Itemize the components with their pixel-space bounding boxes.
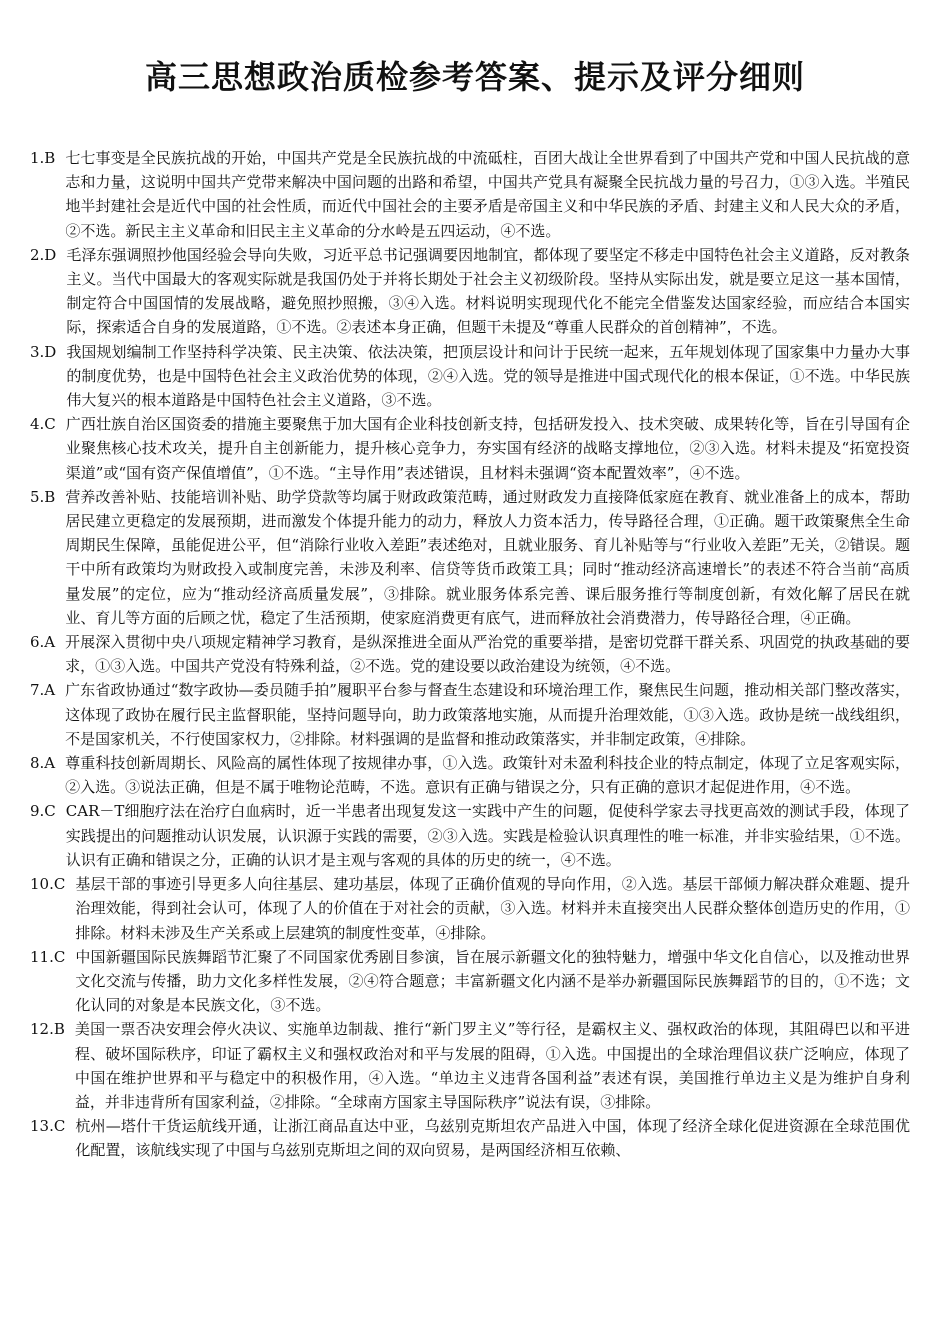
answer-item bbox=[30, 945, 910, 1018]
answer-item bbox=[30, 799, 910, 872]
answer-explanation: 尊重科技创新周期长、风险高的属性体现了按规律办事，①入选。政策针对未盈利科技企业的特点制定，体现了立足客观实际，②入选。③说法正确，但是不属于唯物论范畴，不选。意识有正确与错误之分，只有正确的意识才起促进作用，④不选。 bbox=[65, 754, 910, 797]
answer-number: 2.D bbox=[30, 245, 57, 264]
answer-explanation: 中国新疆国际民族舞蹈节汇聚了不同国家优秀剧目参演，旨在展示新疆文化的独特魅力，增强中华文化自信心，以及推动世界文化交流与传播，助力文化多样性发展，②④符合题意；丰富新疆文化内涵不是举办新疆国际民族舞蹈节的目的，①不选；文化认同的对象是本民族文化，③不选。 bbox=[75, 947, 910, 1015]
answer-number: 9.C bbox=[30, 802, 56, 821]
answer-item bbox=[30, 872, 910, 945]
answer-number: 13.C bbox=[30, 1117, 66, 1136]
answer-explanation: 毛泽东强调照抄他国经验会导向失败，习近平总书记强调要因地制宜，都体现了要坚定不移走中国特色社会主义道路，反对教条主义。当代中国最大的客观实际就是我国仍处于并将长期处于社会主义初级阶段。坚持从实际出发，就是要立足这一基本国情，制定符合中国国情的发展战略，避免照抄照搬，③④入选。材料说明实现现代化不能完全借鉴发达国家经验，而应结合本国实际，探索适合自身的发展道路，①不选。②表述本身正确，但题干未提及“尊重人民群众的首创精神”，不选。 bbox=[66, 245, 910, 337]
answer-explanation: 广西壮族自治区国资委的措施主要聚焦于加大国有企业科技创新支持，包括研发投入、技术突破、成果转化等，旨在引导国有企业聚焦核心技术攻关，提升自主创新能力，提升核心竞争力，夯实国有经济的战略支撑地位，②③入选。材料未提及“拓宽投资渠道”或“国有资产保值增值”，①不选。“主导作用”表述错误，且材料未强调“资本配置效率”，④不选。 bbox=[65, 415, 910, 482]
answer-explanation: 广东省政协通过“数字政协—委员随手拍”履职平台参与督查生态建设和环境治理工作，聚焦民生问题，推动相关部门整改落实，这体现了政协在履行民主监督职能，坚持问题导向，助力政策落地实施，从而提升治理效能，①③入选。政协是统一战线组织，不是国家机关，不行使国家权力，②排除。材料强调的是监督和推动政策落实，并非制定政策，④排除。 bbox=[65, 681, 910, 748]
answer-number: 11.C bbox=[30, 947, 66, 966]
answer-number: 1.B bbox=[30, 149, 56, 167]
answer-item bbox=[30, 678, 910, 751]
answer-number: 3.D bbox=[30, 342, 57, 361]
answer-item bbox=[30, 340, 910, 413]
answer-explanation: CAR－T细胞疗法在治疗白血病时，近一半患者出现复发这一实践中产生的问题，促使科学家去寻找更高效的测试手段，体现了实践提出的问题推动认识发展，认识源于实践的需要，②③入选。实践是检验认识真理性的唯一标准，并非实验结果，①不选。认识有正确和错误之分，正确的认识才是主观与客观的具体的历史的统一，④不选。 bbox=[65, 802, 910, 869]
answer-explanation: 营养改善补贴、技能培训补贴、助学贷款等均属于财政政策范畴，通过财政发力直接降低家庭在教育、就业准备上的成本，帮助居民建立更稳定的发展预期，进而激发个体提升能力的动力，释放人力资本活力，传导路径合理，①正确。题干政策聚焦全生命周期民生保障，虽能促进公平，但“消除行业收入差距”表述绝对，且就业服务、育儿补贴等与“行业收入差距”无关，②错误。题干中所有政策均为财政投入或制度完善，未涉及利率、信贷等货币政策工具；同时“推动经济高速增长”的表述不符合当前“高质量发展”的定位，应为“推动经济高质量发展”，③排除。就业服务体系完善、课后服务推行等制度创新，有效化解了居民在就业、育儿等方面的后顾之忧，稳定了生活预期，使家庭消费更有底气，进而释放社会消费潜力，传导路径合理，④正确。 bbox=[65, 487, 910, 627]
answer-explanation: 我国规划编制工作坚持科学决策、民主决策、依法决策，把顶层设计和问计于民统一起来，五年规划体现了国家集中力量办大事的制度优势，也是中国特色社会主义政治优势的体现，②④入选。党的领导是推进中国式现代化的根本保证，①不选。中华民族伟大复兴的根本道路是中国特色社会主义道路，③不选。 bbox=[66, 342, 910, 410]
answer-explanation: 七七事变是全民族抗战的开始，中国共产党是全民族抗战的中流砥柱，百团大战让全世界看到了中国共产党和中国人民抗战的意志和力量，这说明中国共产党带来解决中国问题的出路和希望，中国共产党具有凝聚全民抗战力量的号召力，①③入选。半殖民地半封建社会是近代中国的社会性质，而近代中国社会的主要矛盾是帝国主义和中华民族的矛盾、封建主义和人民大众的矛盾，②不选。新民主主义革命和旧民主主义革命的分水岭是五四运动，④不选。 bbox=[65, 149, 910, 240]
answer-number: 4.C bbox=[30, 415, 56, 434]
answer-item bbox=[30, 412, 910, 485]
answer-list bbox=[30, 146, 910, 1163]
answer-number: 6.A bbox=[30, 633, 56, 652]
answer-explanation: 美国一票否决安理会停火决议、实施单边制裁、推行“新门罗主义”等行径，是霸权主义、强权政治的体现，其阻碍巴以和平进程、破坏国际秩序，印证了霸权主义和强权政治对和平与发展的阻碍，①入选。中国提出的全球治理倡议获广泛响应，体现了中国在维护世界和平与稳定中的积极作用，④入选。“单边主义违背各国利益”表述有误，美国推行单边主义是为维护自身利益，并非违背所有国家利益，②排除。“全球南方国家主导国际秩序”说法有误，③排除。 bbox=[74, 1020, 910, 1111]
answer-item bbox=[30, 146, 910, 243]
answer-number: 12.B bbox=[30, 1020, 65, 1039]
answer-item bbox=[30, 630, 910, 678]
answer-number: 7.A bbox=[30, 681, 56, 700]
answer-item bbox=[30, 751, 910, 799]
answer-number: 10.C bbox=[30, 875, 66, 894]
answer-explanation: 基层干部的事迹引导更多人向往基层、建功基层，体现了正确价值观的导向作用，②入选。基层干部倾力解决群众难题、提升治理效能，得到社会认可，体现了人的价值在于对社会的贡献，③入选。材料并未直接突出人民群众整体创造历史的作用，①排除。材料未涉及生产关系或上层建筑的制度性变革，④排除。 bbox=[75, 875, 910, 942]
answer-item bbox=[30, 485, 910, 630]
answer-item bbox=[30, 1114, 910, 1162]
answer-item bbox=[30, 1017, 910, 1114]
answer-explanation: 开展深入贯彻中央八项规定精神学习教育，是纵深推进全面从严治党的重要举措，是密切党群干群关系、巩固党的执政基础的要求，①③入选。中国共产党没有特殊利益，②不选。党的建设要以政治建设为统领，④不选。 bbox=[65, 633, 910, 676]
page-title: 高三思想政治质检参考答案、提示及评分细则 bbox=[144, 58, 805, 96]
answer-number: 8.A bbox=[30, 754, 56, 773]
answer-number: 5.B bbox=[30, 487, 56, 506]
answer-explanation: 杭州—塔什干货运航线开通，让浙江商品直达中亚，乌兹别克斯坦农产品进入中国，体现了经济全球化促进资源在全球范围优化配置，该航线实现了中国与乌兹别克斯坦之间的双向贸易，是两国经济相互依赖、 bbox=[75, 1117, 910, 1160]
answer-item bbox=[30, 243, 910, 340]
